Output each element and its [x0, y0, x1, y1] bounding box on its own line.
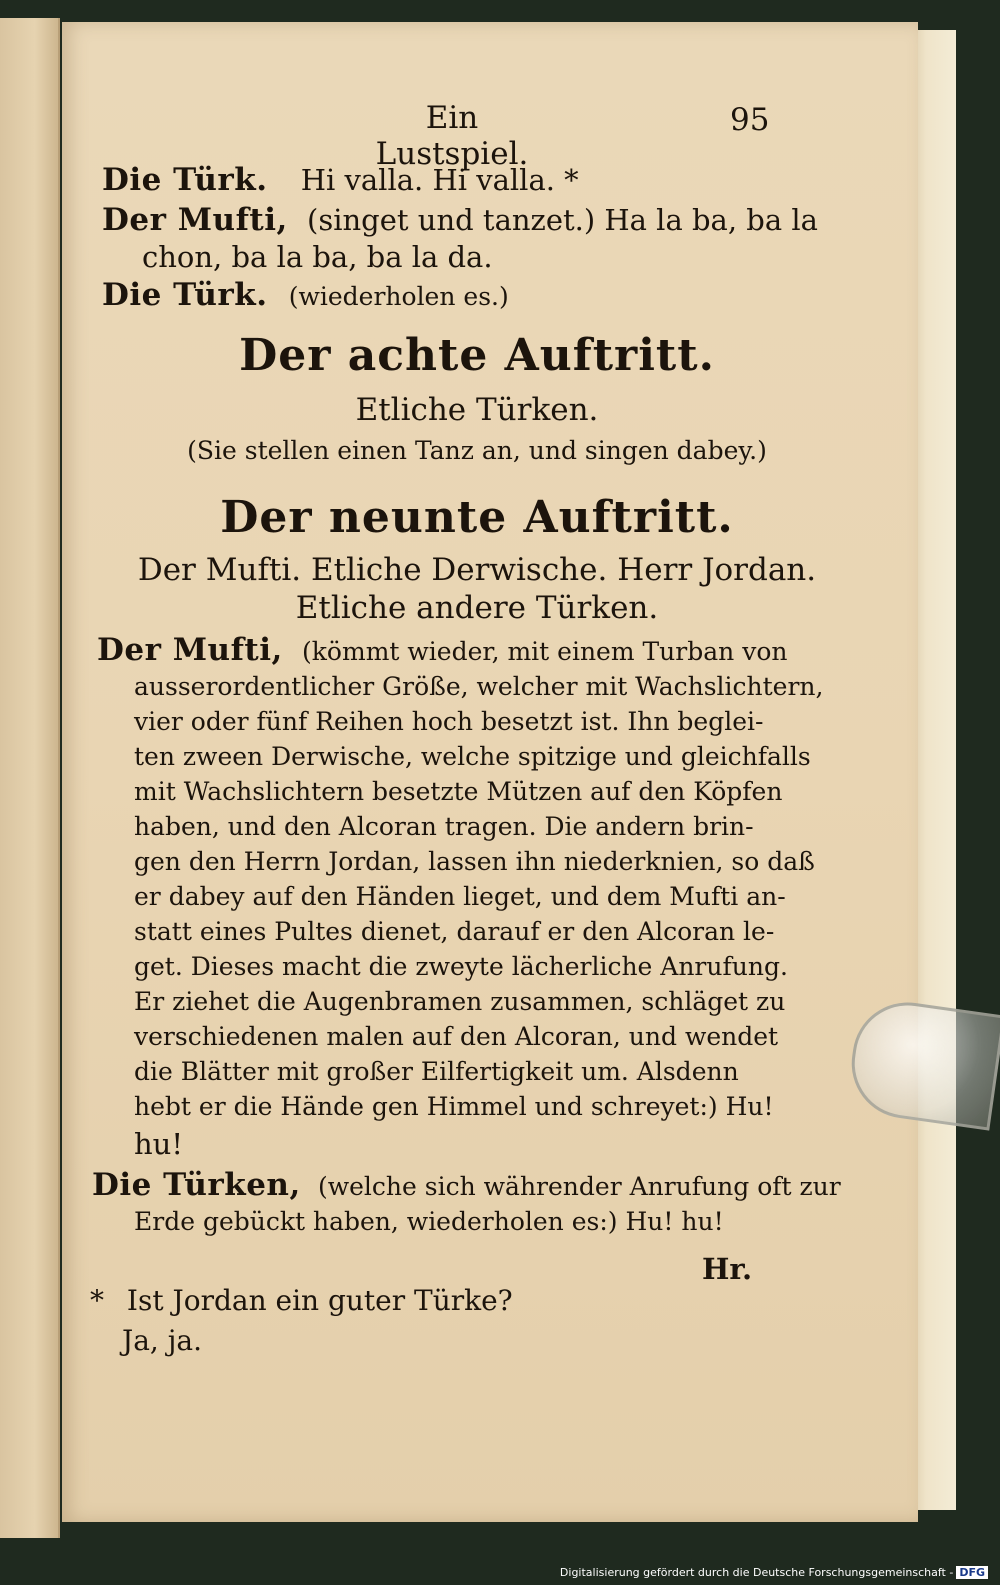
credit-text: Digitalisierung gefördert durch die Deutsche Forschungsgemeinschaft -: [559, 1566, 954, 1579]
stage-direction: (kömmt wieder, mit einem Turban von: [302, 637, 788, 666]
dialogue-line: hu!: [134, 1127, 184, 1161]
stage-direction-line: verschiedenen malen auf den Alcoran, und wendet: [134, 1022, 779, 1051]
footnote-text: Ja, ja.: [122, 1324, 202, 1357]
stage-direction: (wiederholen es.): [288, 282, 509, 311]
speech-line: [97, 632, 787, 668]
scene-title: Der achte Auftritt.: [239, 330, 715, 381]
running-header: Ein Lustspiel.: [375, 100, 529, 172]
speech-line: [92, 1167, 841, 1203]
speaker-name: Der Mufti,: [102, 202, 288, 238]
stage-direction-line: Er ziehet die Augenbramen zusammen, schläget zu: [134, 987, 786, 1016]
dialogue-text: (singet und tanzet.) Ha la ba, ba la: [307, 203, 818, 237]
scene-characters: Der Mufti. Etliche Derwische. Herr Jordan.: [137, 552, 817, 588]
stage-direction-line: er dabey auf den Händen lieget, und dem Mufti an-: [134, 882, 786, 911]
stage-direction-line: mit Wachslichtern besetzte Mützen auf den Köpfen: [134, 777, 783, 806]
stage-direction: (Sie stellen einen Tanz an, und singen dabey.): [187, 436, 767, 465]
stage-direction-line: statt eines Pultes dienet, darauf er den Alcoran le-: [134, 917, 775, 946]
dfg-logo: DFG: [956, 1566, 988, 1579]
stage-direction-line: vier oder fünf Reihen hoch besetzt ist. Ihn beglei-: [134, 707, 764, 736]
page-number: 95: [730, 102, 770, 138]
speaker-name: Der Mufti,: [97, 632, 283, 668]
stage-direction-line: haben, und den Alcoran tragen. Die andern brin-: [134, 812, 754, 841]
stage-direction-line: ausserordentlicher Größe, welcher mit Wachslichtern,: [134, 672, 824, 701]
scene-title: Der neunte Auftritt.: [220, 492, 734, 543]
dialogue-line: [102, 277, 509, 313]
speaker-name: Die Türken,: [92, 1167, 301, 1203]
dialogue-line: [142, 240, 493, 274]
scene-characters: Etliche Türken.: [355, 392, 599, 428]
stage-direction-line: ten zween Derwische, welche spitzige und gleichfalls: [134, 742, 811, 771]
book-page: [62, 22, 918, 1522]
stage-direction-line: die Blätter mit großer Eilfertigkeit um. Alsdenn: [134, 1057, 739, 1086]
dialogue-text: Hi valla. Hi valla. *: [300, 163, 579, 197]
speaker-name: Die Türk.: [102, 277, 268, 313]
scene-characters: Etliche andere Türken.: [295, 590, 659, 626]
stage-direction-line: hebt er die Hände gen Himmel und schreyet:) Hu!: [134, 1092, 774, 1121]
dialogue-text: chon, ba la ba, ba la da.: [142, 240, 493, 274]
left-page-edge: [0, 18, 60, 1538]
digitization-credit: [560, 1566, 988, 1579]
stage-direction-line: gen den Herrn Jordan, lassen ihn niederknien, so daß: [134, 847, 815, 876]
speaker-name: Die Türk.: [102, 162, 268, 198]
dialogue-line: [102, 162, 579, 198]
footnote-text: Ist Jordan ein guter Türke?: [126, 1284, 513, 1317]
stage-direction-line: get. Dieses macht die zweyte lächerliche Anrufung.: [134, 952, 788, 981]
catchword: Hr.: [702, 1252, 753, 1286]
dialogue-line: [102, 202, 818, 238]
stage-direction-line: Erde gebückt haben, wiederholen es:) Hu! hu!: [134, 1207, 724, 1236]
stage-direction: (welche sich währender Anrufung oft zur: [317, 1172, 841, 1201]
footnote: [90, 1284, 513, 1317]
footnote-marker: *: [90, 1284, 104, 1317]
